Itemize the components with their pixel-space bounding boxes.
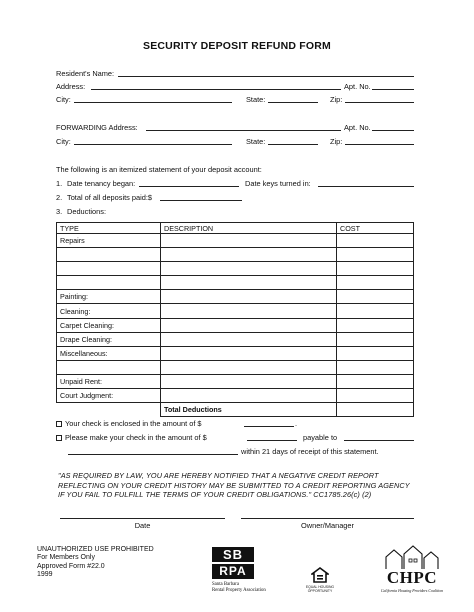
residents-name-label: Resident's Name: <box>56 69 115 78</box>
cost-cell[interactable] <box>337 248 414 262</box>
description-cell[interactable] <box>161 332 337 346</box>
forwarding-apt-no-label: Apt. No. <box>344 123 371 132</box>
address-label: Address: <box>56 82 86 91</box>
check-enclosed-option <box>56 419 202 428</box>
header-type: TYPE <box>57 223 161 234</box>
footer-line1: UNAUTHORIZED USE PROHIBITED <box>37 546 154 553</box>
table-row <box>57 276 414 290</box>
type-cell: Painting: <box>57 290 161 304</box>
description-cell[interactable] <box>161 276 337 290</box>
cost-cell[interactable] <box>337 262 414 276</box>
table-row <box>57 290 414 304</box>
equal-housing-caption <box>302 585 338 593</box>
date-keys-label: Date keys turned in: <box>245 179 311 188</box>
table-row <box>57 374 414 388</box>
cost-cell[interactable] <box>337 304 414 318</box>
type-cell: Carpet Cleaning: <box>57 318 161 332</box>
credit-notice <box>58 471 410 500</box>
apt-no-field[interactable] <box>372 81 414 90</box>
credit-notice-line3: IF YOU FAIL TO FULFILL THE TERMS OF YOUR CREDIT OBLIGATIONS." CC1785.26(c) (2) <box>58 490 372 500</box>
zip-field[interactable] <box>345 94 414 103</box>
table-row <box>57 262 414 276</box>
sbrpa-caption-line2: Rental Property Association <box>212 587 266 593</box>
item1-number: 1. <box>56 179 63 188</box>
credit-notice-line2: REFLECTING ON YOUR CREDIT HISTORY MAY BE SUBMITTED TO A CREDIT REPORTING AGENCY <box>58 480 410 490</box>
chpc-logo <box>372 545 452 605</box>
type-cell: Drape Cleaning: <box>57 332 161 346</box>
residents-name-field[interactable] <box>118 68 414 77</box>
statement-intro: The following is an itemized statement of your deposit account: <box>56 165 262 174</box>
apt-no-label: Apt. No. <box>344 82 371 91</box>
forwarding-zip-field[interactable] <box>345 136 414 145</box>
chpc-caption: California Housing Providers Coalition <box>380 589 444 593</box>
cost-cell[interactable] <box>337 234 414 248</box>
date-tenancy-began-label: Date tenancy began: <box>67 179 136 188</box>
sbrpa-caption-line1: Santa Barbara <box>212 582 240 587</box>
date-keys-field[interactable] <box>318 178 414 187</box>
total-row <box>57 403 414 417</box>
payable-to-field[interactable] <box>344 432 414 441</box>
description-cell[interactable] <box>161 374 337 388</box>
cost-cell[interactable] <box>337 318 414 332</box>
equal-housing-line1: EQUAL HOUSING <box>305 585 335 589</box>
make-check-checkbox[interactable] <box>56 435 62 441</box>
description-cell[interactable] <box>161 304 337 318</box>
forwarding-apt-no-field[interactable] <box>372 122 414 131</box>
sbrpa-logo <box>206 547 272 601</box>
header-description: DESCRIPTION <box>161 223 337 234</box>
forwarding-zip-label: Zip: <box>330 137 343 146</box>
cost-cell[interactable] <box>337 360 414 374</box>
date-signature-line[interactable] <box>60 518 225 519</box>
footer-line4: 1999 <box>37 571 53 579</box>
city-field[interactable] <box>74 94 232 103</box>
table-row <box>57 360 414 374</box>
cost-cell[interactable] <box>337 290 414 304</box>
type-cell <box>57 262 161 276</box>
cost-cell[interactable] <box>337 276 414 290</box>
description-cell[interactable] <box>161 290 337 304</box>
total-deposits-field[interactable] <box>160 192 242 201</box>
description-cell[interactable] <box>161 389 337 403</box>
description-cell[interactable] <box>161 360 337 374</box>
header-cost: COST <box>337 223 414 234</box>
total-deposits-label: Total of all deposits paid:$ <box>67 193 153 202</box>
total-deductions-label: Total Deductions <box>161 403 337 417</box>
table-row <box>57 318 414 332</box>
deductions-table <box>56 222 414 417</box>
within-days-text: within 21 days of receipt of this statement. <box>241 447 379 456</box>
footer-text <box>37 546 154 580</box>
description-cell[interactable] <box>161 262 337 276</box>
date-tenancy-began-field[interactable] <box>139 178 239 187</box>
type-cell: Court Judgment: <box>57 389 161 403</box>
description-cell[interactable] <box>161 346 337 360</box>
make-check-label: Please make your check in the amount of $ <box>65 433 207 442</box>
forwarding-city-label: City: <box>56 137 71 146</box>
check-enclosed-amount-field[interactable] <box>244 418 294 427</box>
type-cell: Miscellaneous: <box>57 346 161 360</box>
credit-notice-line1: "AS REQUIRED BY LAW, YOU ARE HEREBY NOTIFIED THAT A NEGATIVE CREDIT REPORT <box>58 471 379 480</box>
table-row <box>57 389 414 403</box>
payable-to-continued-field[interactable] <box>68 446 238 455</box>
page-title: SECURITY DEPOSIT REFUND FORM <box>142 40 331 52</box>
description-cell[interactable] <box>161 234 337 248</box>
footer-line3: Approved Form #22.0 <box>37 562 105 570</box>
description-cell[interactable] <box>161 248 337 262</box>
chpc-wordmark: CHPC <box>386 568 438 587</box>
forwarding-state-field[interactable] <box>268 136 318 145</box>
type-cell <box>57 360 161 374</box>
type-cell <box>57 248 161 262</box>
state-field[interactable] <box>268 94 318 103</box>
equal-housing-line2: OPPORTUNITY <box>307 589 333 593</box>
cost-cell[interactable] <box>337 374 414 388</box>
sbrpa-caption <box>212 582 266 593</box>
sbrpa-logo-bottom: RPA <box>212 564 254 579</box>
owner-signature-line[interactable] <box>241 518 414 519</box>
make-check-option <box>56 433 207 442</box>
item2-number: 2. <box>56 193 63 202</box>
state-label: State: <box>246 95 266 104</box>
owner-caption: Owner/Manager <box>301 521 354 530</box>
cost-cell[interactable] <box>337 332 414 346</box>
check-enclosed-period: . <box>295 419 298 428</box>
type-cell: Cleaning: <box>57 304 161 318</box>
type-cell <box>57 276 161 290</box>
forwarding-state-label: State: <box>246 137 266 146</box>
address-field[interactable] <box>91 81 341 90</box>
table-header-row <box>57 223 414 234</box>
item3-number: 3. <box>56 207 63 216</box>
city-label: City: <box>56 95 71 104</box>
sbrpa-logo-top: SB <box>212 547 254 562</box>
date-caption: Date <box>134 521 151 530</box>
zip-label: Zip: <box>330 95 343 104</box>
table-row <box>57 346 414 360</box>
forwarding-address-label: FORWARDING Address: <box>56 123 138 132</box>
cost-cell[interactable] <box>337 389 414 403</box>
payable-to-label: payable to <box>303 433 338 442</box>
description-cell[interactable] <box>161 318 337 332</box>
forwarding-city-field[interactable] <box>74 136 232 145</box>
cost-cell[interactable] <box>337 346 414 360</box>
forwarding-address-field[interactable] <box>146 122 341 131</box>
table-row <box>57 248 414 262</box>
empty-cell <box>57 403 161 417</box>
type-cell: Repairs <box>57 234 161 248</box>
equal-housing-icon <box>311 567 329 583</box>
table-row <box>57 304 414 318</box>
make-check-amount-field[interactable] <box>247 432 297 441</box>
chpc-houses-icon <box>382 545 442 569</box>
deductions-label: Deductions: <box>67 207 107 216</box>
check-enclosed-label: Your check is enclosed in the amount of $ <box>65 419 202 428</box>
total-deductions-cell[interactable] <box>337 403 414 417</box>
equal-housing-logo <box>302 567 338 597</box>
table-row <box>57 332 414 346</box>
type-cell: Unpaid Rent: <box>57 374 161 388</box>
table-row <box>57 234 414 248</box>
check-enclosed-checkbox[interactable] <box>56 421 62 427</box>
footer-line2: For Members Only <box>37 554 95 562</box>
